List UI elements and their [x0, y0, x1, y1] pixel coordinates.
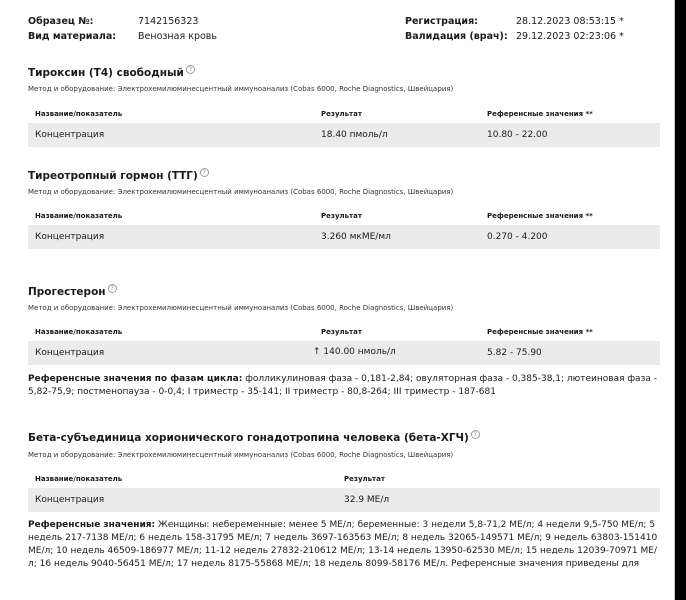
column-header-result: Результат — [321, 328, 362, 336]
reference-value: 5.82 - 75.90 — [487, 348, 542, 358]
reference-note — [28, 519, 660, 575]
result-value: 3.260 мкМЕ/мл — [321, 232, 391, 242]
column-header-result: Результат — [344, 475, 385, 483]
result-name: Концентрация — [35, 130, 105, 140]
column-header-result: Результат — [321, 110, 362, 118]
column-header-reference: Референсные значения ** — [487, 110, 593, 118]
result-name: Концентрация — [35, 348, 105, 358]
test-title-text: Бета-субъединица хорионического гонадотропина человека (бета-ХГЧ) — [28, 432, 469, 444]
test-title-text: Тироксин (Т4) свободный — [28, 67, 184, 79]
reference-value: 0.270 - 4.200 — [487, 232, 548, 242]
column-header-reference: Референсные значения ** — [487, 328, 593, 336]
column-header-reference: Референсные значения ** — [487, 212, 593, 220]
test-method: Метод и оборудование: Электрохемилюминесцентный иммуноанализ (Cobas 6000, Roche Diagnostics, Швейцария) — [28, 188, 454, 196]
validation-label: Валидация (врач): — [405, 31, 508, 42]
help-icon[interactable]: ? — [108, 284, 117, 293]
test-title — [28, 65, 195, 79]
page-right-border — [674, 0, 675, 600]
registration-value: 28.12.2023 08:53:15 * — [516, 16, 624, 27]
help-icon[interactable]: ? — [471, 430, 480, 439]
test-title — [28, 430, 480, 444]
result-value-text: 140.00 нмоль/л — [323, 347, 396, 357]
registration-label: Регистрация: — [405, 16, 478, 27]
material-value: Венозная кровь — [138, 31, 217, 42]
result-value — [313, 347, 396, 357]
reference-note-text: Женщины: небеременные: менее 5 МЕ/л; беременные: 3 недели 5,8-71,2 МЕ/л; 4 недели 9,5-750 МЕ/л; 5 недель 217-7138 МЕ/л; 6 недель 158-31795 МЕ/л; 7 недель 3697-163563 МЕ/л; 8 недель 32065-149571 МЕ/л; 9 недель 63803-151410 МЕ/л; 10 недель 46509-186977 МЕ/л; 11-12 недель 27832-210612 МЕ/л; 13-14 недель 13950-62530 МЕ/л; 15 недель 12039-70971 МЕ/л; 16 недель 9040-56451 МЕ/л; 17 недель 8175-55868 МЕ/л; 18 недель 8099-58176 МЕ/л. Референсные значения приведены для — [28, 520, 658, 569]
reference-note-label: Референсные значения: — [28, 520, 156, 530]
result-name: Концентрация — [35, 495, 105, 505]
result-value: 18.40 пмоль/л — [321, 130, 388, 140]
sample-value: 7142156323 — [138, 16, 199, 27]
test-title-text: Тиреотропный гормон (ТТГ) — [28, 170, 198, 182]
column-header-name: Название/показатель — [35, 212, 123, 220]
column-header-name: Название/показатель — [35, 328, 123, 336]
column-header-result: Результат — [321, 212, 362, 220]
test-title — [28, 284, 117, 298]
help-icon[interactable]: ? — [186, 65, 195, 74]
test-method: Метод и оборудование: Электрохемилюминесцентный иммуноанализ (Cobas 6000, Roche Diagnostics, Швейцария) — [28, 85, 454, 93]
column-header-name: Название/показатель — [35, 475, 123, 483]
reference-note-label: Референсные значения по фазам цикла: — [28, 374, 243, 384]
test-method: Метод и оборудование: Электрохемилюминесцентный иммуноанализ (Cobas 6000, Roche Diagnostics, Швейцария) — [28, 304, 454, 312]
test-title — [28, 168, 209, 182]
reference-note-text: фолликулиновая фаза - 0,181-2,84; овуляторная фаза - 0,385-38,1; лютеиновая фаза - 5,82-75,9; постменопауза - 0-0,4; I триместр - 35-141; II триместр - 80,8-264; III триместр - 187-681 — [28, 374, 657, 397]
material-label: Вид материала: — [28, 31, 117, 42]
result-value: 32.9 МЕ/л — [344, 495, 390, 505]
validation-value: 29.12.2023 02:23:06 * — [516, 31, 624, 42]
column-header-name: Название/показатель — [35, 110, 123, 118]
help-icon[interactable]: ? — [200, 168, 209, 177]
result-name: Концентрация — [35, 232, 105, 242]
arrow-up-icon: ↑ — [313, 347, 321, 357]
test-method: Метод и оборудование: Электрохемилюминесцентный иммуноанализ (Cobas 6000, Roche Diagnostics, Швейцария) — [28, 451, 454, 459]
test-title-text: Прогестерон — [28, 286, 106, 298]
reference-note — [28, 373, 660, 399]
reference-value: 10.80 - 22.00 — [487, 130, 548, 140]
sample-label: Образец №: — [28, 16, 94, 27]
